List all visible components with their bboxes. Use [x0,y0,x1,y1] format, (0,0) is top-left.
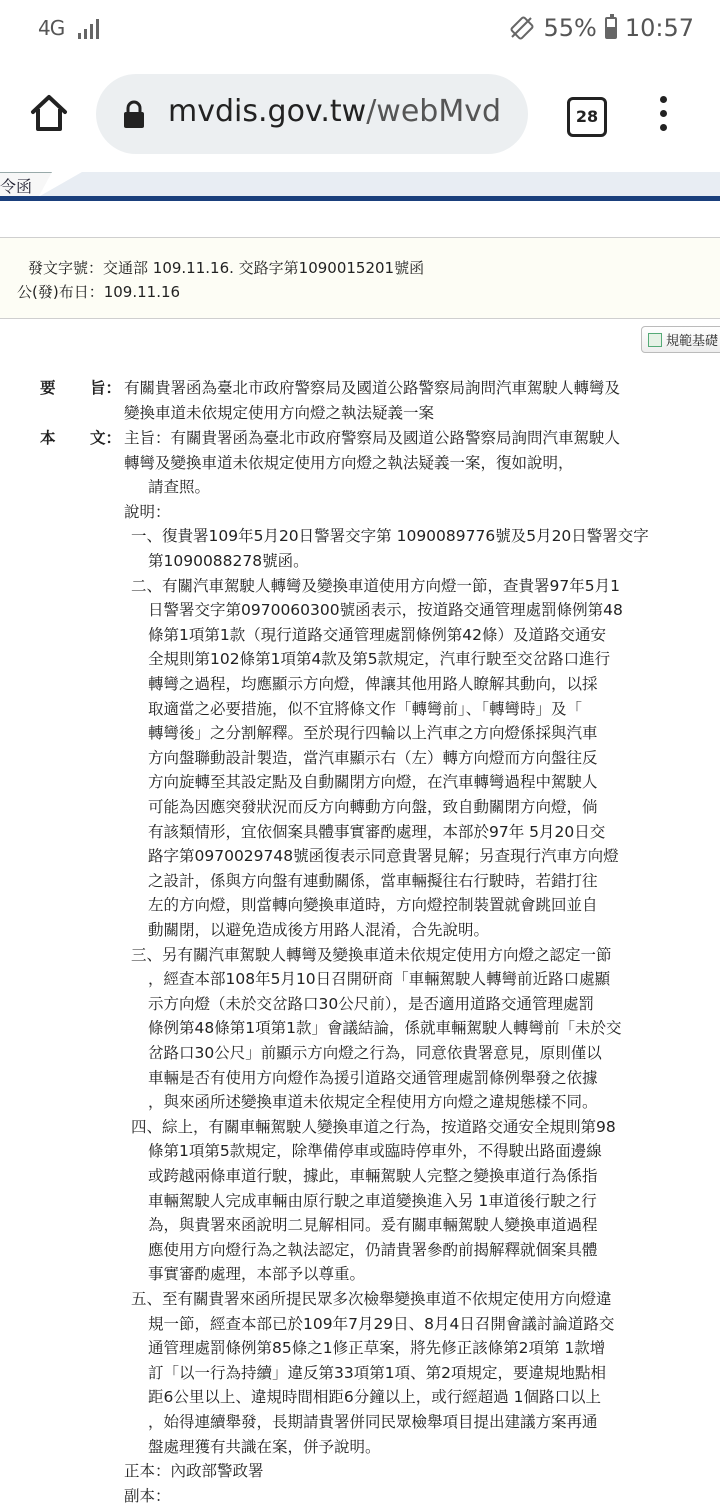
url-text[interactable] [168,94,501,129]
vibrate-icon [509,15,535,41]
body-line: 通管理處罰條例第85條之1修正草案，將先修正該條第2項第 1款增 [148,1339,606,1358]
doc-date-row [17,281,180,302]
body-line: 方向盤聯動設計製造，當汽車顯示右（左）轉方向燈而方向盤往反 [148,748,598,767]
rule-basis-button[interactable] [641,326,720,353]
body-line: 動關閉，以避免造成後方用路人混淆，合先說明。 [148,921,490,939]
body-line: 應使用方向燈行為之執法認定，仍請貴署參酌前揭解釋就個案具體 [148,1240,598,1259]
body-line: 岔路口30公尺」前顯示方向燈之行為，同意依貴署意見，原則僅以 [148,1044,602,1062]
site-header [0,168,720,204]
body-line: 三、另有關汽車駕駛人轉彎及變換車道未依規定使用方向燈之認定一節 [131,945,612,964]
body-line: ，始得連續舉發，長期請貴署併同民眾檢舉項目提出建議方案再通 [148,1413,598,1431]
tabs-icon[interactable]: 28 [567,97,607,137]
body-label-a: 本 [40,429,56,447]
body-line: 轉彎及變換車道未依規定使用方向燈之執法疑義一案，復如說明， [124,453,574,472]
body-line: ，與來函所述變換車道未依規定全程使用方向燈之違規態樣不同。 [148,1093,598,1112]
body-line: 日警署交字第0970060300號函表示，按道路交通管理處罰條例第48 [148,601,623,620]
lock-icon[interactable] [124,100,144,128]
body-line: 有該類情形，宜依個案具體事實審酌處理，本部於97年 5月20日交 [148,822,606,841]
doc-date-label: 公(發)布日： [17,283,104,301]
document-icon [648,333,662,347]
subject-label-a: 要 [40,379,56,397]
body-line: 路字第0970029748號函復表示同意貴署見解；另查現行汽車方向燈 [148,847,619,866]
body-line: 正本：內政部警政署 [124,1462,264,1481]
body-line: 車輛是否有使用方向燈作為援引道路交通管理處罰條例舉發之依據 [148,1068,598,1087]
body-line: 主旨：有關貴署函為臺北市政府警察局及國道公路警察局詢問汽車駕駛人 [124,429,621,447]
body-line: 四、綜上，有關車輛駕駛人變換車道之行為，按道路交通安全規則第98 [131,1117,616,1136]
clock: 10:57 [624,14,694,42]
status-left [38,16,99,40]
body-line: 第1090088278號函。 [148,552,309,570]
url-bar[interactable] [96,74,528,154]
url-host: mvdis.gov.tw [168,94,367,129]
body-line: 可能為因應突發狀況而反方向轉動方向盤，致自動關閉方向燈，倘 [148,798,598,816]
body-line: 或跨越兩條車道行駛，據此，車輛駕駛人完整之變換車道行為係指 [148,1167,598,1185]
body-line: 五、至有關貴署來函所提民眾多次檢舉變換車道不依規定使用方向燈違 [131,1290,612,1308]
body-line: 之設計，係與方向盤有連動關係，當車輛擬往右行駛時，若錯打往 [148,871,598,890]
url-path: /webMvd [366,94,502,129]
body-line: 示方向燈（未於交岔路口30公尺前），是否適用道路交通管理處罰 [148,994,594,1013]
body-line: 為，與貴署來函說明二見解相同。爰有關車輛駕駛人變換車道過程 [148,1216,598,1235]
battery-percent: 55% [543,14,597,42]
body-line: 取適當之必要措施，似不宜將條文作「轉彎前」、「轉彎時」及「 [148,699,583,718]
signal-icon [78,17,99,39]
subject-line: 變換車道未依規定使用方向燈之執法疑義一案 [124,404,435,422]
body-line: ，經查本部108年5月10日召開研商「車輛駕駛人轉彎前近路口處顯 [148,970,611,989]
subject-line: 有關貴署函為臺北市政府警察局及國道公路警察局詢問汽車駕駛人轉彎及 [124,379,621,397]
site-tab-label[interactable]: 令函 [0,177,33,196]
body-line: 事實審酌處理，本部予以尊重。 [148,1265,366,1284]
body-line: 條第1項第5款規定，除準備停車或臨時停車外，不得駛出路面邊線 [148,1142,602,1161]
status-bar [0,0,720,62]
body-line: 全規則第102條第1項第4款及第5款規定，汽車行駛至交岔路口進行 [148,650,611,669]
doc-number-row [28,257,424,278]
body-line: 條例第48條第1項第1款」會議結論，係就車輛駕駛人轉彎前「未於交 [148,1019,622,1038]
body-line: 副本： [124,1486,171,1505]
body-line: 方向旋轉至其設定點及自動關閉方向燈，在汽車轉彎過程中駕駛人 [148,773,598,792]
rule-basis-label: 規範基礎 [666,334,719,349]
doc-number-label: 發文字號： [28,259,104,277]
body-line: 一、復貴署109年5月20日警署交字第 1090089776號及5月20日警署交字 [131,527,649,546]
body-line: 請查照。 [148,478,211,497]
body-line: 說明： [124,502,171,521]
document-info-box [0,237,720,319]
body-line: 轉彎之過程，均應顯示方向燈，俾讓其他用路人瞭解其動向，以採 [148,675,598,693]
body-line: 條第1項第1款（現行道路交通管理處罰條例第42條）及道路交通安 [148,625,606,644]
body-line: 盤處理獲有共識在案，併予說明。 [148,1437,381,1456]
body-line: 轉彎後」之分割解釋。至於現行四輪以上汽車之方向燈係採與汽車 [148,724,598,743]
network-type: 4G [38,16,65,40]
status-right [509,14,694,42]
doc-date: 109.11.16 [103,283,181,301]
body-label-b: 文： [90,429,122,447]
body-line: 車輛駕駛人完成車輛由原行駛之車道變換進入另 1車道後行駛之行 [148,1191,597,1210]
body-line: 左的方向燈，則當轉向變換車道時，方向燈控制裝置就會跳回並自 [148,896,598,915]
doc-number: 交通部 109.11.16. 交路字第1090015201號函 [103,259,425,277]
browser-toolbar [0,62,720,168]
body-line: 訂「以一行為持續」違反第33項第1項、第2項規定，要違規地點相 [148,1363,606,1382]
battery-icon [605,17,617,39]
body-line: 規一節，經查本部已於109年7月29日、8月4日召開會議討論道路交 [148,1314,615,1333]
home-icon[interactable] [28,92,70,134]
header-rule [0,196,720,201]
body-line: 距6公里以上、違規時間相距6分鐘以上，或行經超過 1個路口以上 [148,1388,602,1407]
body-line: 二、有關汽車駕駛人轉彎及變換車道使用方向燈一節，查貴署97年5月1 [131,576,620,595]
subject-label-b: 旨： [90,379,122,397]
more-menu-icon[interactable] [656,96,670,136]
header-stripe [40,172,720,196]
